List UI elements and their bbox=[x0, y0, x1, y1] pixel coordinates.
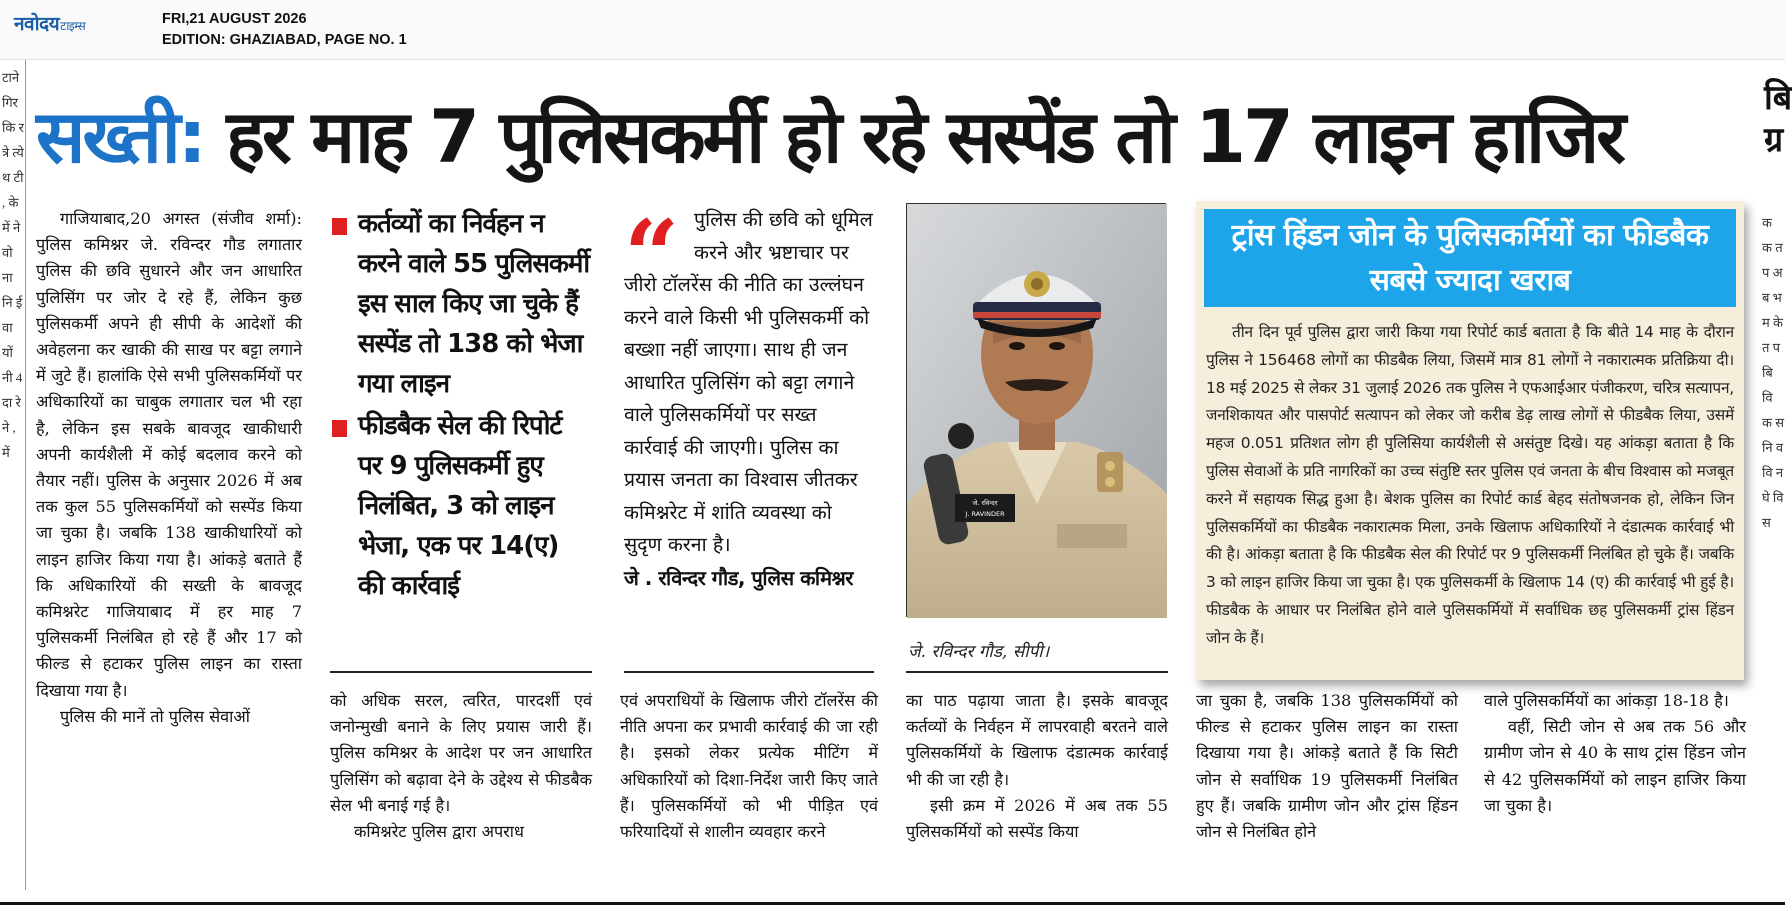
commissioner-photo[interactable] bbox=[906, 203, 1166, 617]
column-divider bbox=[624, 671, 874, 673]
adjacent-article-left: टाने गिर कि र त्रे त्ये थ टी , के में ने वो ना नि ई वा यों नी 4 दा रे ने , में bbox=[0, 60, 26, 890]
photo-caption: जे. रविन्दर गौड, सीपी। bbox=[908, 642, 1050, 662]
article-paragraph: पुलिस की मानें तो पुलिस सेवाओं bbox=[60, 706, 250, 726]
article-paragraph: गाजियाबाद,20 अगस्त (संजीव शर्मा): पुलिस कमिश्नर जे. रविन्दर गौड लगातार पुलिस की छवि सुधारने और जन आधारित पुलिसिंग पर जोर दे रहे हैं, लेकिन कुछ पुलिसकर्मी अपने ही सीपी के आदेशों की अवेहलना कर खाकी की साख पर बट्टा लगाने में जुटे हैं। हालांकि ऐसे सभी पुलिसकर्मियों पर अधिकारियों का चाबुक लगातार चल भी रहा है, लेकिन इस सबके बावजूद खाकीधारी अपनी कार्यशैली में कोई बदलाव करने को तैयार नहीं। पुलिस के अनुसार 2026 में अब तक कुल 55 पुलिसकर्मियों को सस्पेंड किया जा चुका है। जबकि 138 खाकीधारियों को लाइन हाजिर किया गया है। आंकड़े बताते हैं कि अधिकारियों की सख्ती के बावजूद कमिश्नरेट गाजियाबाद में हर माह 7 पुलिसकर्मी निलंबित हो रहे हैं और 17 को फील्ड से हटाकर पुलिस लाइन का रास्ता दिखाया गया है। bbox=[36, 209, 302, 700]
sidebar-box-body: तीन दिन पूर्व पुलिस द्वारा जारी किया गया रिपोर्ट कार्ड बताता है कि बीते 14 माह के दौरान पुलिस ने 156468 लोगों का फीडबैक लिया, जिसमें मात्र 81 लोगों ने नकारात्मक प्रतिक्रिया दी। 18 मई 2025 से लेकर 31 जुलाई 2026 तक पुलिस ने एफआईआर पंजीकरण, चरित्र सत्यापन, जनशिकायत और पासपोर्ट सत्यापन को लेकर जो करीब डेढ़ लाख लोगों से फीडबैक लिया, उसमें महज 0.051 प्रतिशत लोग ही पुलिसिया कार्यशैली से असंतुष्ट दिखे। यह आंकड़ा बताता है कि पुलिस सेवाओं के प्रति नागरिकों का उच्च संतुष्टि स्तर पुलिस एवं जनता के बीच विश्वास को मजबूत करने में सहायक सिद्ध हुआ है। बेशक पुलिस का रिपोर्ट कार्ड बेहद संतोषजनक हो, लेकिन जिन पुलिसकर्मियों का फीडबैक नकारात्मक मिला, उनके खिलाफ अधिकारियों ने दंडात्मक कार्रवाई भी की है। आंकड़ा बताता है कि फीडबैक सेल की रिपोर्ट पर 9 पुलिसकर्मी निलंबित हो चुके हैं। जबकि 3 को लाइन हाजिर किया जा चुका है। एक पुलिसकर्मी के खिलाफ 14 (ए) की कार्रवाई भी हुई है। फीडबैक के आधार पर निलंबित होने वाले पुलिसकर्मियों में सर्वाधिक छह पुलिसकर्मी ट्रांस हिंडन जोन के हैं। bbox=[1206, 323, 1734, 647]
police-officer-portrait bbox=[907, 204, 1167, 618]
headline-kicker: सख्ती: bbox=[36, 95, 204, 180]
sidebar-box-title: ट्रांस हिंडन जोन के पुलिसकर्मियों का फीडबैक सबसे ज्यादा खराब bbox=[1204, 209, 1736, 307]
article-paragraph: वाले पुलिसकर्मियों का आंकड़ा 18-18 है। bbox=[1484, 691, 1729, 710]
article-column-1 bbox=[36, 206, 302, 896]
article-column-2 bbox=[330, 688, 592, 898]
feedback-sidebar-box bbox=[1196, 201, 1744, 680]
quote-attribution: जे . रविन्दर गौड, पुलिस कमिश्नर bbox=[624, 565, 853, 590]
page-bottom-rule bbox=[0, 902, 1785, 905]
top-bar bbox=[0, 0, 1785, 60]
highlight-text: कर्तव्यों का निर्वहन न करने वाले 55 पुलिसकर्मी इस साल किए जा चुके हैं सस्पेंड तो 138 को भेजा गया लाइन bbox=[358, 209, 590, 399]
main-headline bbox=[36, 88, 1756, 198]
highlight-item bbox=[330, 204, 592, 404]
edition-page: EDITION: GHAZIABAD, PAGE NO. 1 bbox=[162, 32, 407, 48]
highlights-box bbox=[330, 204, 592, 608]
quote-mark-icon: “ bbox=[624, 199, 680, 312]
quote-text: पुलिस की छवि को धूमिल करने और भ्रष्टाचार पर जीरो टॉलरेंस की नीति का उल्लंघन करने वाले किसी भी पुलिसकर्मी को बख्शा नहीं जाएगा। साथ ही जन आधारित पुलिसिंग को बट्टा लगाने वाले पुलिसकर्मियों पर सख्त कार्रवाई की जाएगी। पुलिस का प्रयास जनता का विश्वास जीतकर कमिश्नरेट में शांति व्यवस्था को सुदृण करना है। bbox=[624, 208, 873, 556]
highlight-item bbox=[330, 406, 592, 606]
column-divider bbox=[330, 671, 592, 673]
article-paragraph: जा चुका है, जबकि 138 पुलिसकर्मियों को फील्ड से हटाकर पुलिस लाइन का रास्ता दिखाया गया है। आंकड़े बताते हैं कि सिटी जोन से सर्वाधिक 19 पुलिसकर्मी निलंबित हुए हैं। जबकि ग्रामीण जोन और ट्रांस हिंडन जोन से निलंबित होने bbox=[1196, 691, 1458, 842]
issue-date: FRI,21 AUGUST 2026 bbox=[162, 11, 307, 27]
adjacent-article-right bbox=[1762, 60, 1792, 890]
column-divider bbox=[906, 671, 1168, 673]
article-column-5 bbox=[1196, 688, 1458, 898]
article-paragraph: वहीं, सिटी जोन से अब तक 56 और ग्रामीण जोन से 40 के साथ ट्रांस हिंडन जोन से 42 पुलिसकर्मियों को लाइन हाजिर किया जा चुका है। bbox=[1484, 717, 1746, 815]
red-square-icon bbox=[332, 218, 347, 235]
edition-info bbox=[162, 9, 407, 51]
logo-suffix: टाइम्स bbox=[60, 19, 86, 33]
article-column-6 bbox=[1484, 688, 1746, 898]
adjacent-text-right: क क त प अ ब भ म के त प बि वि क स नि व वि न घे वि स bbox=[1762, 215, 1785, 530]
name-badge-name: J. RAVINDER bbox=[965, 510, 1005, 518]
article-column-4 bbox=[906, 688, 1168, 898]
name-badge-top: जे. रविन्दर bbox=[972, 499, 998, 507]
newspaper-page bbox=[0, 60, 1792, 905]
article-paragraph: का पाठ पढ़ाया जाता है। इसके बावजूद कर्तव्यों के निर्वहन में लापरवाही बरतने वाले पुलिसकर्मियों के खिलाफ दंडात्मक कार्रवाई भी की जा रही है। bbox=[906, 691, 1168, 789]
article-paragraph: एवं अपराधियों के खिलाफ जीरो टॉलरेंस की नीति अपना कर प्रभावी कार्रवाई की जा रही है। इसको लेकर प्रत्येक मीटिंग में अधिकारियों को दिशा-निर्देश जारी किए जाते हैं। पुलिसकर्मियों को भी पीड़ित एवं फरियादियों से शालीन व्यवहार करने bbox=[620, 691, 878, 842]
highlight-text: फीडबैक सेल की रिपोर्ट पर 9 पुलिसकर्मी हुए निलंबित, 3 को लाइन भेजा, एक पर 14(ए) की कार्रवाई bbox=[358, 411, 562, 601]
article-paragraph: कमिश्नरेट पुलिस द्वारा अपराध bbox=[354, 822, 524, 842]
adjacent-headline-right: बि ग्र bbox=[1764, 80, 1792, 159]
logo-text: नवोदय bbox=[14, 13, 60, 35]
article-column-3 bbox=[620, 688, 878, 898]
red-square-icon bbox=[332, 420, 347, 437]
pull-quote bbox=[624, 199, 874, 594]
publication-logo[interactable] bbox=[14, 10, 85, 36]
article-paragraph: इसी क्रम में 2026 में अब तक 55 पुलिसकर्मियों को सस्पेंड किया bbox=[906, 795, 1168, 842]
headline-text: हर माह 7 पुलिसकर्मी हो रहे सस्पेंड तो 17 लाइन हाजिर bbox=[203, 95, 1624, 180]
article-paragraph: को अधिक सरल, त्वरित, पारदर्शी एवं जनोन्मुखी बनाने के लिए प्रयास जारी हैं। पुलिस कमिश्नर के आदेश पर जन आधारित पुलिसिंग को बढ़ावा देने के उद्देश्य से फीडबैक सेल भी बनाई गई है। bbox=[330, 691, 592, 815]
